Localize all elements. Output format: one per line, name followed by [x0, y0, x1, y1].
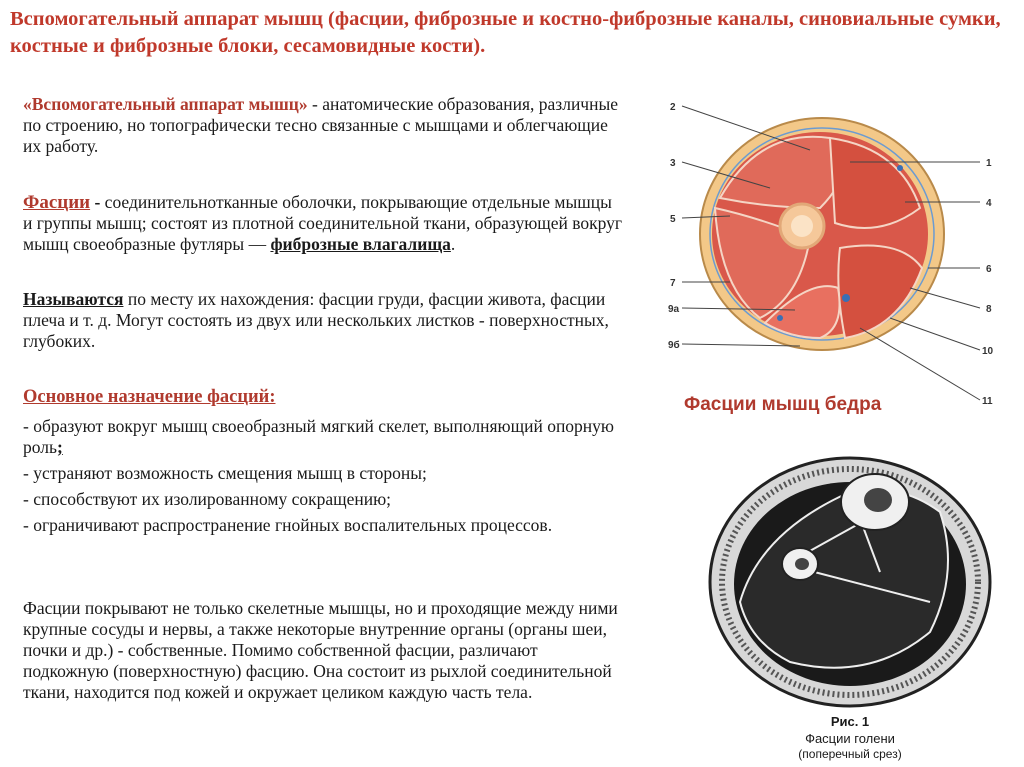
- vessel-shape: [842, 294, 850, 302]
- label-2: 2: [670, 102, 676, 113]
- purpose-item: - образуют вокруг мышц своеобразный мягкий скелет, выполняющий опорную роль;: [23, 416, 614, 457]
- muscle-group-shape: [720, 137, 843, 208]
- figure2-line2: (поперечный срез): [798, 747, 902, 761]
- muscle-group-shape: [838, 246, 922, 339]
- label-6: 6: [986, 264, 992, 275]
- figure2-line1: Фасции голени: [805, 731, 895, 746]
- named-term: Называются: [23, 289, 124, 309]
- label-9a: 9а: [668, 304, 680, 315]
- label-1: 1: [986, 158, 992, 169]
- label-8: 8: [986, 304, 992, 315]
- named-text: по месту их нахождения: фасции груди, фасции живота, фасции плеча и т. д. Могут состоять из двух или нескольких листков - поверхностных, глубоких.: [23, 289, 609, 351]
- fibrous-sheaths-term: фиброзные влагалища: [270, 234, 451, 254]
- intro-text: - анатомические образования, различные по строению, но топографически тесно связанные с мышцами и облегчающие их работу.: [23, 94, 619, 156]
- vessel-shape: [897, 165, 903, 171]
- purpose-item: - способствуют их изолированному сокращению;: [23, 489, 392, 509]
- thigh-fascia-figure: [660, 88, 1010, 408]
- label-7: 7: [670, 278, 676, 289]
- label-5: 5: [670, 214, 676, 225]
- label-11: 11: [982, 396, 993, 407]
- label-9b: 9б: [668, 340, 680, 351]
- purpose-heading: Основное назначение фасций:: [23, 387, 276, 407]
- tibia-marrow-shape: [864, 488, 892, 512]
- fascia-paragraph: [23, 192, 623, 255]
- bone-marrow-shape: [791, 215, 813, 237]
- purpose-list: [23, 416, 623, 536]
- fibula-marrow-shape: [795, 558, 809, 570]
- label-4: 4: [986, 198, 992, 209]
- fascia-text: соединительнотканные оболочки, покрывающие отдельные мышцы и группы мышц; состоят из плотной соединительной ткани, образующей вокруг мышц своеобразные футляры —: [23, 192, 623, 254]
- purpose-item: - ограничивают распространение гнойных воспалительных процессов.: [23, 515, 553, 535]
- thigh-figure-caption: Фасции мышц бедра: [684, 394, 882, 415]
- vessel-shape: [777, 315, 783, 321]
- intro-paragraph: [23, 94, 623, 157]
- fascia-end: .: [450, 234, 456, 254]
- named-paragraph: [23, 289, 623, 352]
- purpose-item: - устраняют возможность смещения мышц в стороны;: [23, 463, 427, 483]
- label-3: 3: [670, 158, 676, 169]
- figure2-title: Рис. 1: [830, 714, 870, 729]
- shin-fascia-figure: [700, 452, 1000, 722]
- fascia-dash: -: [90, 192, 105, 212]
- label-10: 10: [982, 346, 994, 357]
- intro-term: «Вспомогательный аппарат мышц»: [23, 94, 308, 114]
- closing-paragraph: Фасции покрывают не только скелетные мышцы, но и проходящие между ними крупные сосуды и нервы, а также некоторые внутренние органы (органы шеи, почки и др.) - собственные. Помимо собственной фасции, различают подкожную (поверхностную) фасцию. Она состоит из рыхлой соединительной ткани, находится под кожей и окружает целиком каждую часть тела.: [23, 598, 618, 702]
- purpose-heading-wrap: [23, 386, 623, 408]
- fascia-term: Фасции: [23, 192, 91, 213]
- slide-title: Вспомогательный аппарат мышц (фасции, фиброзные и костно-фиброзные каналы, синовиальные сумки, костные и фиброзные блоки, сесамовидные кости).: [10, 8, 1001, 57]
